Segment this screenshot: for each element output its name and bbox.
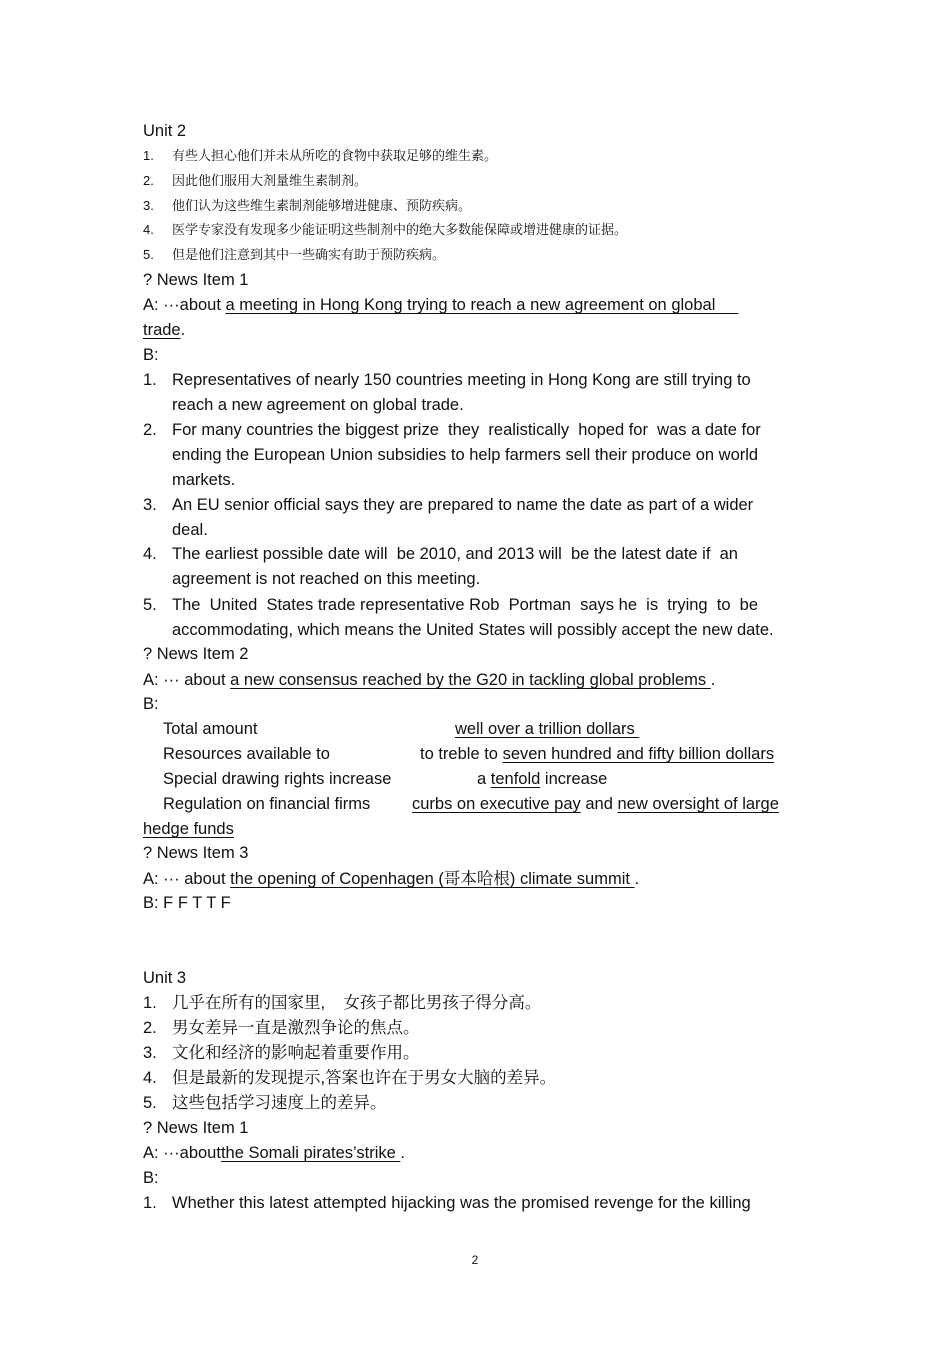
answer-blank: new oversight of large	[617, 795, 779, 813]
list-item-cont: reach a new agreement on global trade.	[172, 396, 464, 414]
answer-blank: tenfold	[490, 770, 541, 788]
row-value: to treble to seven hundred and fifty billion dollars	[420, 745, 775, 763]
unit2-cn-item-5: 5. 但是他们注意到其中一些确实有助于预防疾病。	[143, 247, 446, 262]
list-item-cont: agreement is not reached on this meeting.	[172, 570, 481, 588]
unit3-cn-item-4: 4. 但是最新的发现提示,答案也许在于男女大脑的差异。	[143, 1069, 557, 1087]
list-item-cont: deal.	[172, 521, 208, 539]
answer-blank: the opening of Copenhagen (哥本哈根) climate summit	[230, 870, 635, 888]
row-value	[455, 719, 639, 739]
answer-blank: well over a trillion dollars	[455, 720, 640, 738]
unit2-cn-item-1: 1. 有些人担心他们并未从所吃的食物中获取足够的维生素。	[143, 148, 498, 163]
list-item-cont: accommodating, which means the United States will possibly accept the new date.	[172, 621, 774, 639]
row-value: a tenfold increase	[477, 770, 608, 788]
answer-blank: trade	[143, 321, 181, 339]
list-item: 5. The United States trade representative Rob Portman says he is trying to be	[143, 596, 759, 614]
news-item-title: ? News Item 2	[143, 645, 249, 663]
unit2-cn-item-2: 2. 因此他们服用大剂量维生素制剂。	[143, 173, 368, 188]
list-item: 1. Whether this latest attempted hijacking was the promised revenge for the killing	[143, 1194, 751, 1212]
unit2-heading: Unit 2	[143, 122, 187, 140]
news-answer-a: A: ··· about the opening of Copenhagen (哥本哈根) climate summit .	[143, 870, 640, 888]
list-item-cont: ending the European Union subsidies to help farmers sell their produce on world	[172, 446, 759, 464]
list-item: 4. The earliest possible date will be 2010, and 2013 will be the latest date if an	[143, 545, 738, 563]
list-item: 1. Representatives of nearly 150 countries meeting in Hong Kong are still trying to	[143, 371, 751, 389]
section-b-label: B:	[143, 1169, 159, 1187]
unit3-cn-item-2: 2. 男女差异一直是激烈争论的焦点。	[143, 1019, 420, 1037]
row-label: Resources available to	[163, 745, 330, 763]
row-label: Total amount	[163, 720, 258, 738]
list-item: 2. For many countries the biggest prize they realistically hoped for was a date for	[143, 421, 761, 439]
section-b-label: B:	[143, 346, 159, 364]
unit2-cn-item-4: 4. 医学专家没有发现多少能证明这些制剂中的绝大多数能保障或增进健康的证据。	[143, 222, 628, 237]
unit3-cn-item-1: 1. 几乎在所有的国家里, 女孩子都比男孩子得分高。	[143, 994, 542, 1012]
news-answer-a: A: ···about a meeting in Hong Kong trying to reach a new agreement on global	[143, 296, 739, 314]
news-answer-a: A: ···aboutthe Somali pirates’strike .	[143, 1144, 405, 1162]
news-item-title: ? News Item 3	[143, 844, 249, 862]
news-answer-a: A: ··· about a new consensus reached by the G20 in tackling global problems .	[143, 671, 716, 689]
list-item: 3. An EU senior official says they are prepared to name the date as part of a wider	[143, 496, 754, 514]
answer-blank: a meeting in Hong Kong trying to reach a new agreement on global	[225, 296, 739, 314]
news-item-title: ? News Item 1	[143, 271, 249, 289]
news-answer-a-cont: trade.	[143, 321, 186, 339]
news-answer-b: B: F F T T F	[143, 894, 231, 912]
unit3-cn-item-3: 3. 文化和经济的影响起着重要作用。	[143, 1044, 420, 1062]
row-label: Special drawing rights increase	[163, 770, 392, 788]
section-b-label: B:	[143, 695, 159, 713]
list-item-cont: markets.	[172, 471, 236, 489]
page-number: 2	[471, 1253, 479, 1267]
row-value-cont	[143, 819, 234, 839]
answer-blank: hedge funds	[143, 820, 234, 838]
answer-blank: the Somali pirates’strike	[220, 1144, 401, 1162]
unit2-cn-item-3: 3. 他们认为这些维生素制剂能够增进健康、预防疾病。	[143, 198, 472, 213]
row-label: Regulation on financial firms	[163, 795, 371, 813]
answer-blank: a new consensus reached by the G20 in tackling global problems	[230, 671, 711, 689]
row-value: curbs on executive pay and new oversight of large	[412, 795, 779, 813]
news-item-title: ? News Item 1	[143, 1119, 249, 1137]
answer-blank: curbs on executive pay	[412, 795, 581, 813]
unit3-heading: Unit 3	[143, 969, 187, 987]
unit3-cn-item-5: 5. 这些包括学习速度上的差异。	[143, 1094, 387, 1112]
answer-blank: seven hundred and fifty billion dollars	[502, 745, 775, 763]
